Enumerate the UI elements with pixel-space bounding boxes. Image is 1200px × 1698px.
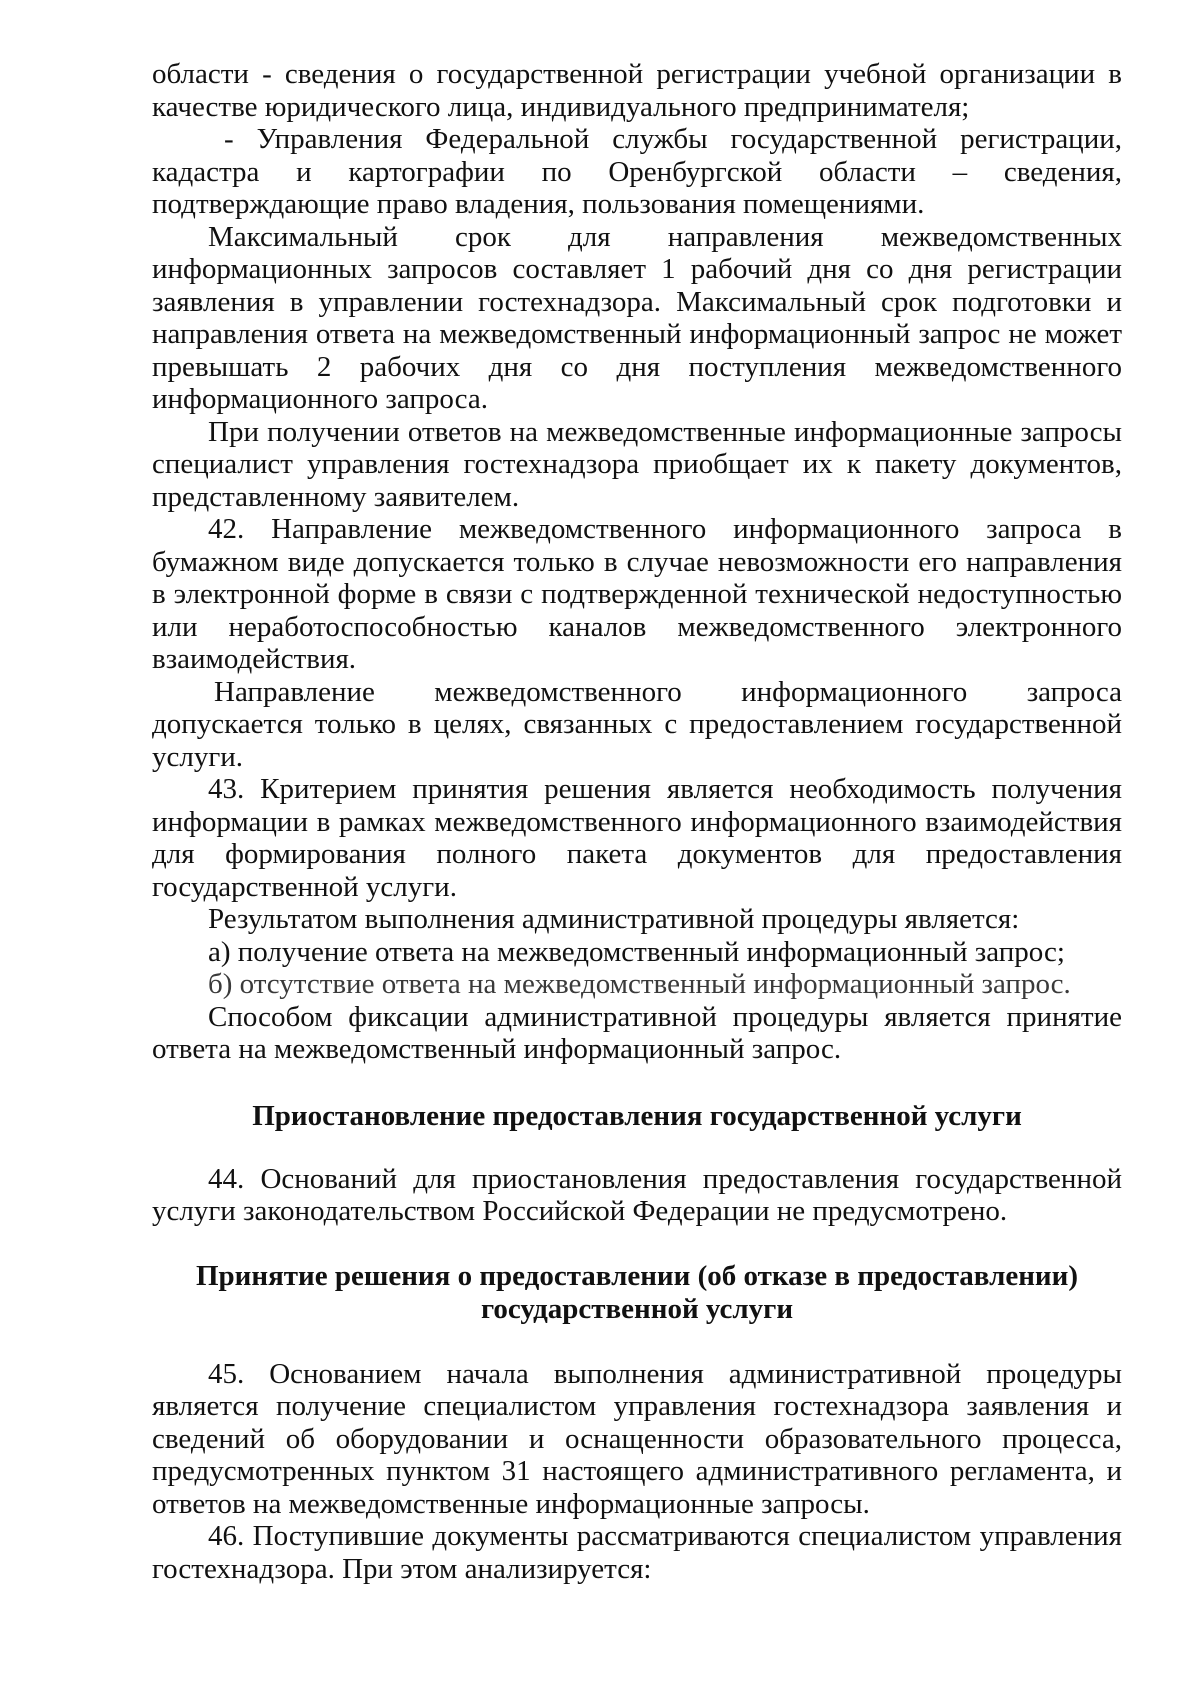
paragraph-rosreestr: - Управления Федеральной службы государственной регистрации, кадастра и картографии по Оренбургской области – сведения, подтверждающие право владения, пользования помещениями. [152,123,1122,220]
paragraph-sources-continued: области - сведения о государственной регистрации учебной организации в качестве юридического лица, индивидуального предпринимателя; [152,58,1122,123]
spacer [152,1133,1122,1163]
section-heading-decision-line2: государственной услуги [480,1292,794,1325]
paragraph-43: 43. Критерием принятия решения является необходимость получения информации в рамках межведомственного информационного взаимодействия для формирования полного пакета документов для предоставления государственной услуги. [152,773,1122,903]
paragraph-fixation: Способом фиксации административной процедуры является принятие ответа на межведомственный информационный запрос. [152,1000,1122,1065]
section-heading-suspension: Приостановление предоставления государственной услуги [252,1099,1022,1132]
paragraph-42: 42. Направление межведомственного информационного запроса в бумажном виде допускается только в случае невозможности его направления в электронной форме в связи с подтвержденной технической недоступностью или неработоспособностью каналов межведомственного электронного взаимодействия. [152,513,1122,675]
paragraph-45: 45. Основанием начала выполнения административной процедуры является получение специалистом управления гостехнадзора заявления и сведений об оборудовании и оснащенности образовательного процесса, предусмотренных пунктом 31 настоящего административного регламента, и ответов на межведомственные информационные запросы. [152,1357,1122,1520]
document-page [152,58,1122,1585]
paragraph-responses: При получении ответов на межведомственные информационные запросы специалист управления гостехнадзора приобщает их к пакету документов, представленному заявителем. [152,415,1122,513]
spacer [152,1066,1122,1100]
paragraph-44: 44. Оснований для приостановления предоставления государственной услуги законодательством Российской Федерации не предусмотрено. [152,1162,1122,1227]
paragraph-max-term: Максимальный срок для направления межведомственных информационных запросов составляет 1 рабочий дня со дня регистрации заявления в управлении гостехнадзора. Максимальный срок подготовки и направления ответа на межведомственный информационный запрос не может превышать 2 рабочих дня со дня поступления межведомственного информационного запроса. [152,220,1122,415]
list-item-a: а) получение ответа на межведомственный информационный запрос; [208,935,1065,968]
list-item-b: б) отсутствие ответа на межведомственный информационный запрос. [208,968,1071,1000]
paragraph-46: 46. Поступившие документы рассматриваются специалистом управления гостехнадзора. При этом анализируется: [152,1520,1122,1585]
spacer [152,1326,1122,1358]
section-heading-decision-line1: Принятие решения о предоставлении (об отказе в предоставлении) [196,1259,1078,1292]
spacer [152,1228,1122,1260]
section-heading-decision [152,1260,1122,1326]
paragraph-42-purpose: Направление межведомственного информационного запроса допускается только в целях, связанных с предоставлением государственной услуги. [152,675,1122,773]
paragraph-result-intro: Результатом выполнения административной процедуры является: [208,903,1020,935]
